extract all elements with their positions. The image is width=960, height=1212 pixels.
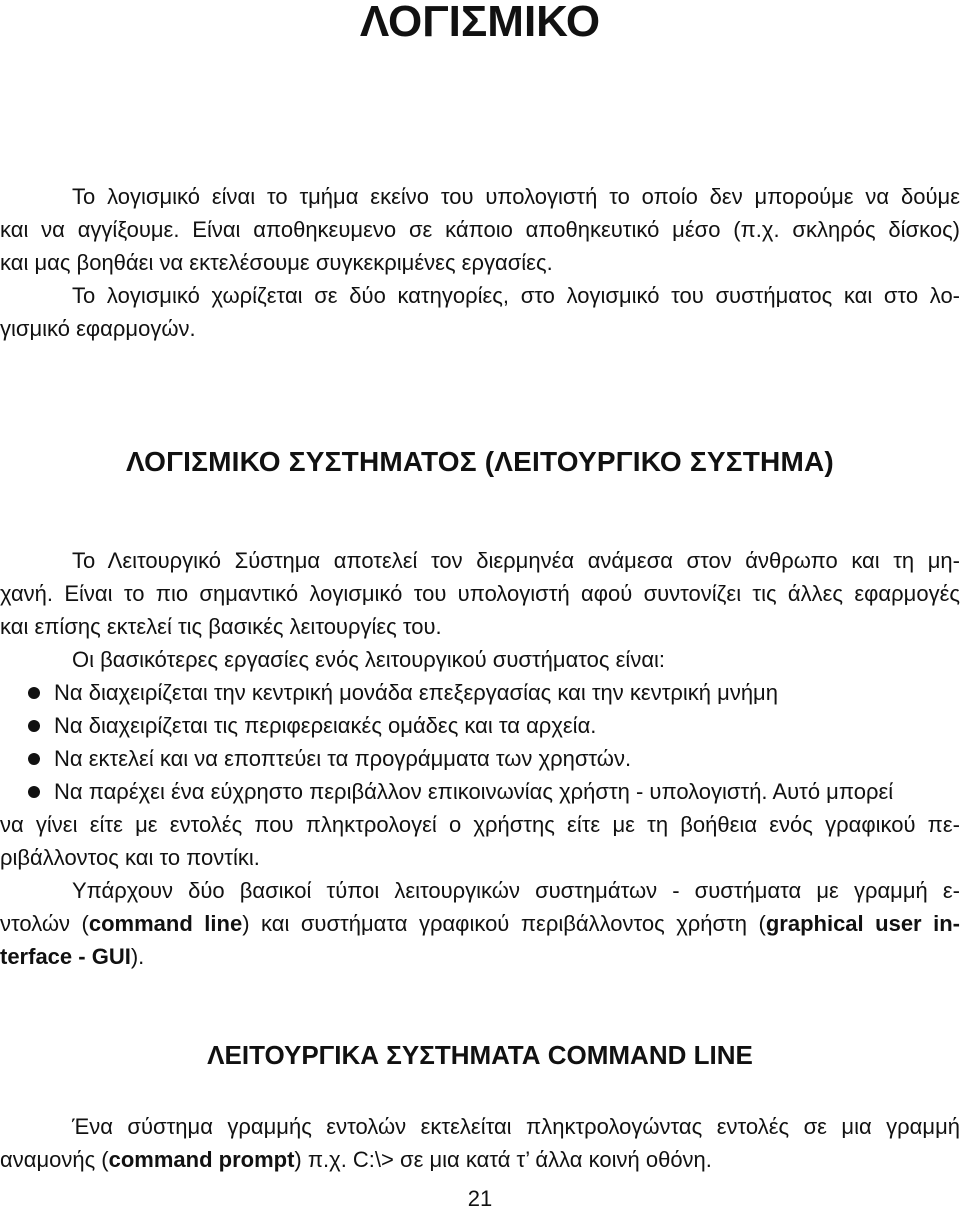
bullet-icon [28,753,40,765]
text-line: και να αγγίξουμε. Είναι αποθηκευμενο σε κάποιο αποθηκευτικό μέσο (π.χ. σκληρός δίσκος) [0,217,960,242]
list-item: Να εκτελεί και να εποπτεύει τα προγράμματα των χρηστών. [0,742,960,775]
bullet-icon [28,786,40,798]
command-line-paragraph [0,1110,960,1176]
list-item: Να διαχειρίζεται την κεντρική μονάδα επεξεργασίας και την κεντρική μνήμη [0,676,960,709]
list-item: Να παρέχει ένα εύχρηστο περιβάλλον επικοινωνίας χρήστη - υπολογιστή. Αυτό μπορεί [0,775,960,808]
text-line: γισμικό εφαρμογών. [0,316,196,341]
section-heading-system-software: ΛΟΓΙΣΜΙΚΟ ΣΥΣΤΗΜΑΤΟΣ (ΛΕΙΤΟΥΡΓΙΚΟ ΣΥΣΤΗΜΑ) [126,446,834,477]
bullet-icon [28,687,40,699]
os-paragraph-continued [0,808,960,973]
text-line: και επίσης εκτελεί τις βασικές λειτουργίες του. [0,614,442,639]
list-item: Να διαχειρίζεται τις περιφερειακές ομάδες και τα αρχεία. [0,709,960,742]
os-tasks-list [0,676,960,808]
text-line: Το Λειτουργικό Σύστημα αποτελεί τον διερμηνέα ανάμεσα στον άνθρωπο και τη μη- [72,548,960,573]
text-line: terface - GUI). [0,944,145,969]
bullet-icon [28,720,40,732]
text-line: Οι βασικότερες εργασίες ενός λειτουργικού συστήματος είναι: [72,647,666,672]
os-paragraph [0,544,960,676]
text-line: να γίνει είτε με εντολές που πληκτρολογεί ο χρήστης είτε με τη βοήθεια ενός γραφικού πε- [0,812,960,837]
text-line: Το λογισμικό χωρίζεται σε δύο κατηγορίες, στο λογισμικό του συστήματος και στο λο- [72,283,960,308]
text-line: Υπάρχουν δύο βασικοί τύποι λειτουργικών συστημάτων - συστήματα με γραμμή ε- [72,878,960,903]
text-line: Ένα σύστημα γραμμής εντολών εκτελείται πληκτρολογώντας εντολές σε μια γραμμή [72,1114,960,1139]
text-line: ντολών (command line) και συστήματα γραφικού περιβάλλοντος χρήστη (graphical user in- [0,911,960,936]
page-number: 21 [467,1186,493,1211]
section-heading-command-line: ΛΕΙΤΟΥΡΓΙΚΑ ΣΥΣΤΗΜΑΤΑ COMMAND LINE [207,1040,753,1070]
text-line: χανή. Είναι το πιο σημαντικό λογισμικό του υπολογιστή αφού συντονίζει τις άλλες εφαρμογές [0,581,960,606]
page-title: ΛΟΓΙΣΜΙΚΟ [359,0,601,46]
text-line: ριβάλλοντος και το ποντίκι. [0,845,260,870]
text-line: Το λογισμικό είναι το τμήμα εκείνο του υπολογιστή το οποίο δεν μπορούμε να δούμε [72,184,960,209]
text-line: αναμονής (command prompt) π.χ. C:\> σε μια κατά τ’ άλλα κοινή οθόνη. [0,1147,712,1172]
intro-paragraph [0,180,960,345]
text-line: και μας βοηθάει να εκτελέσουμε συγκεκριμένες εργασίες. [0,250,553,275]
